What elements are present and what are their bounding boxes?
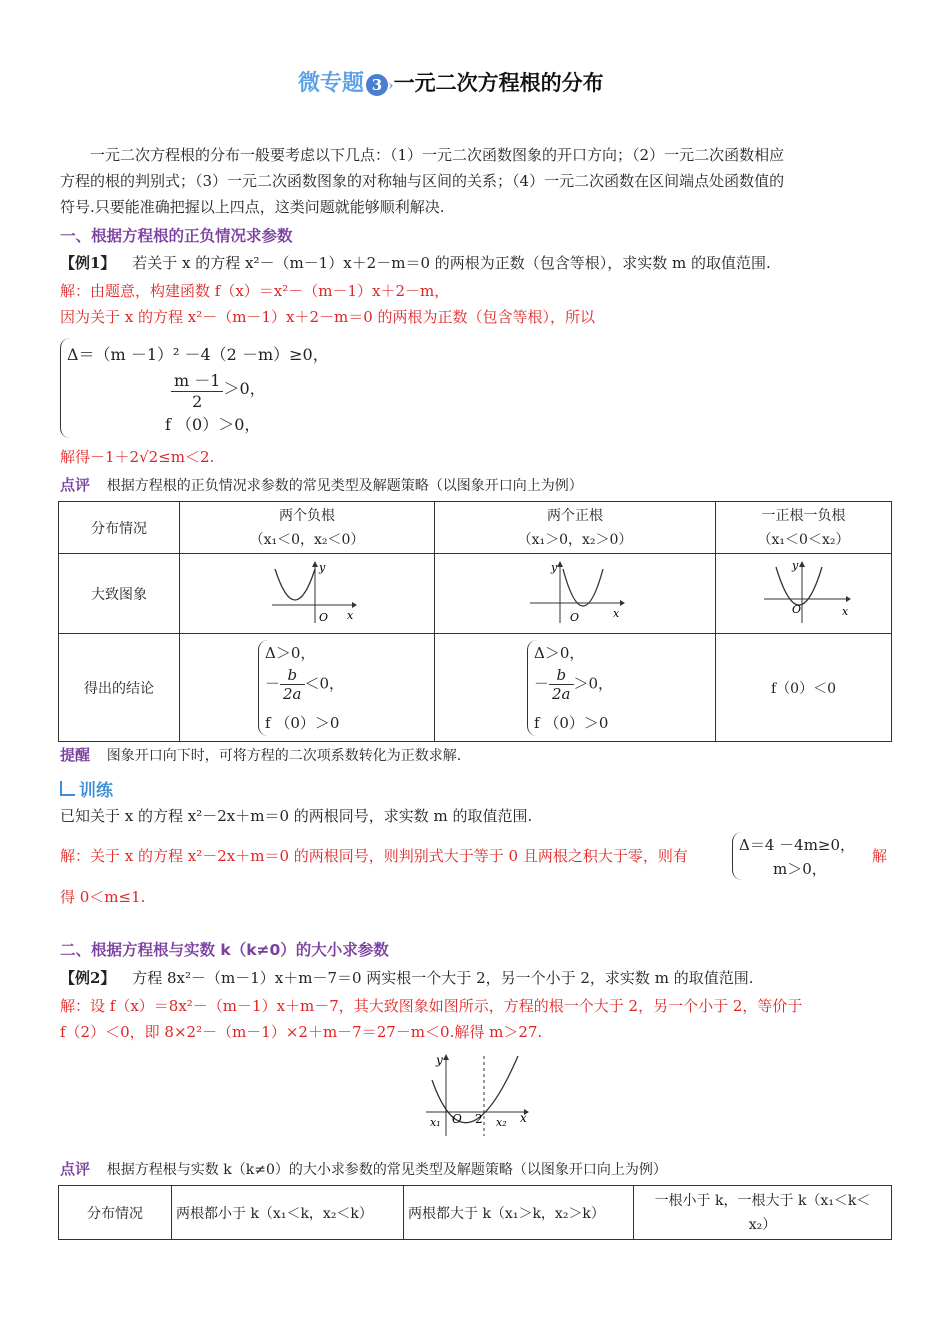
example2-label: 【例2】 [60,969,116,987]
graph3-x-label: x [841,604,848,618]
example2-graph [418,1050,536,1138]
comment1-text: 根据方程根的正负情况求参数的常见类型及解题策略（以图象开口向上为例） [106,478,583,494]
table1-col3-title: 一正根一负根 [761,507,846,524]
graph-two-negative [180,554,435,634]
title-badge: 微专题 [298,71,365,96]
practice-sys1: Δ＝4 －4m≥0， [739,836,856,854]
practice-icon [60,781,75,796]
system1-line3: f （0）＞0， [165,415,261,434]
graph1-origin: O [319,610,329,624]
graph3-y-label: y [791,558,798,572]
graph2-y: y [436,1053,443,1067]
title-badge-number: 3 [366,74,388,96]
table1-col2-cond: （x₁＞0，x₂＞0） [517,531,633,548]
intro-line: 符号.只要能准确把握以上四点，这类问题就能够顺利解决. [60,198,445,216]
section2-heading: 二、根据方程根与实数 k（k≠0）的大小求参数 [60,941,389,959]
practice-solution: 解：关于 x 的方程 x²－2x＋m＝0 的两根同号，则判别式大于等于 0 且两根之积大于零，则有 [60,847,688,865]
graph2-x1: x₁ [430,1116,441,1129]
graph-two-positive-svg [525,559,625,625]
table2-col3 [634,1186,892,1240]
table2 [58,1185,892,1240]
graph-two-negative-svg [257,559,357,625]
table1-col1-cond: （x₁＜0，x₂＜0） [249,531,365,548]
graph2-x-label: x [613,606,620,620]
table1-col2-title: 两个正根 [547,507,603,524]
practice-question: 已知关于 x 的方程 x²－2x＋m＝0 的两根同号，求实数 m 的取值范围. [60,807,533,825]
comment2-text: 根据方程根与实数 k（k≠0）的大小求参数的常见类型及解题策略（以图象开口向上为例） [106,1162,667,1178]
graph1-y-label: y [319,560,326,574]
graph2-two: 2 [475,1112,483,1126]
res1-line1: Δ＞0， [265,644,316,662]
example1-label: 【例1】 [60,254,116,272]
comment1 [60,472,920,499]
solution1 [60,278,920,330]
intro-line: 方程的根的判别式；（3）一元二次函数图象的对称轴与区间的关系；（4）一元二次函数在区间端点处函数值的 [60,172,785,190]
example2-text: 方程 8x²－（m－1）x＋m－7＝0 两实根一个大于 2，另一个小于 2，求实数 m 的取值范围. [132,969,754,987]
graph-opposite-signs [716,554,892,634]
graph-opposite-signs-svg [754,559,854,625]
practice-tail: 解 [872,847,888,865]
res2-frac-den: 2a [552,685,571,703]
tip-label: 提醒 [60,746,91,764]
table2-col1: 两根都小于 k（x₁＜k，x₂＜k） [172,1186,404,1240]
example1-text: 若关于 x 的方程 x²－（m－1）x＋2－m＝0 的两根为正数（包含等根），求实数 m 的取值范围. [132,254,771,272]
solution2 [60,993,930,1045]
res2-line2 [534,666,613,703]
res2-line3: f （0）＞0 [534,714,609,732]
table2-col3-line1: 一根小于 k，一根大于 k（x₁＜k＜ [654,1192,871,1209]
graph-two-positive [435,554,716,634]
res1-suffix: ＜0， [304,674,345,693]
practice-system [732,832,869,880]
table1-col1-head [180,502,435,554]
table1-col1-title: 两个负根 [279,507,335,524]
comment2-label: 点评 [60,1160,91,1178]
practice-sys2: m＞0， [773,860,827,878]
res1-line3: f （0）＞0 [265,714,340,732]
example1 [60,250,920,276]
res1-line2 [265,666,344,703]
tip [60,742,920,769]
table1-col3-cond: （x₁＜0＜x₂） [757,531,850,548]
comment1-label: 点评 [60,476,91,494]
table1-head-label: 分布情况 [59,502,180,554]
res1-prefix: － [265,674,281,693]
system1-frac-rest: ＞0， [223,379,266,398]
solution1-line: 因为关于 x 的方程 x²－（m－1）x＋2－m＝0 的两根为正数（包含等根），所以 [60,308,596,326]
tip-text: 图象开口向下时，可将方程的二次项系数转化为正数求解. [106,748,462,764]
solution2-line: 解：设 f（x）＝8x²－（m－1）x＋m－7，其大致图象如图所示，方程的根一个大于 2，另一个小于 2，等价于 [60,997,803,1015]
title-text: 一元二次方程根的分布 [393,71,604,95]
system1-frac-den: 2 [192,392,203,411]
solution1-line: 解：由题意，构建函数 f（x）＝x²－（m－1）x＋2－m， [60,282,450,300]
res2-frac-num: b [549,666,574,685]
result-two-positive [435,634,716,742]
res2-suffix: ＞0， [573,674,614,693]
practice-label: 训练 [79,781,113,801]
table1-graph-label: 大致图象 [59,554,180,634]
system1-line2 [171,368,266,411]
intro-line: 一元二次方程根的分布一般要考虑以下几点：（1）一元二次函数图象的开口方向；（2）一元二次函数相应 [90,146,785,164]
res2-line1: Δ＞0， [534,644,585,662]
table1-col3-head [716,502,892,554]
graph2-origin: O [570,610,580,624]
graph2-y-label: y [551,560,558,574]
table2-col2: 两根都大于 k（x₁＞k，x₂＞k） [404,1186,634,1240]
res1-frac-num: b [280,666,305,685]
solution1-system [60,338,381,438]
solution2-line: f（2）＜0，即 8×2²－（m－1）×2＋m－7＝27－m＜0.解得 m＞27. [60,1023,543,1041]
system1-line1: Δ＝（m －1）² －4（2 －m）≥0， [67,345,329,364]
graph1-x-label: x [347,608,354,622]
graph2-x: x [520,1111,527,1125]
intro-paragraph [60,142,900,220]
practice-heading [60,776,113,801]
table2-head-label: 分布情况 [59,1186,172,1240]
table1 [58,501,892,742]
res1-frac-den: 2a [283,685,302,703]
result-two-negative [180,634,435,742]
res2-prefix: － [534,674,550,693]
solution1-result: 解得－1＋2√2≤m＜2. [60,448,215,466]
graph2-o: O [452,1112,462,1126]
comment2 [60,1156,930,1183]
practice-result: 得 0＜m≤1. [60,888,146,906]
graph2-x2: x₂ [496,1116,507,1129]
graph3-origin: O [791,602,801,616]
example2 [60,965,920,991]
section1-heading: 一、根据方程根的正负情况求参数 [60,227,293,245]
table1-result-label: 得出的结论 [59,634,180,742]
system1-frac-num: m －1 [171,368,223,392]
table2-col3-line2: x₂） [748,1216,777,1233]
page-title: 微专题 3 ›一元二次方程根的分布 [298,71,604,96]
table1-col2-head [435,502,716,554]
result-opposite-signs: f（0）＜0 [716,634,892,742]
